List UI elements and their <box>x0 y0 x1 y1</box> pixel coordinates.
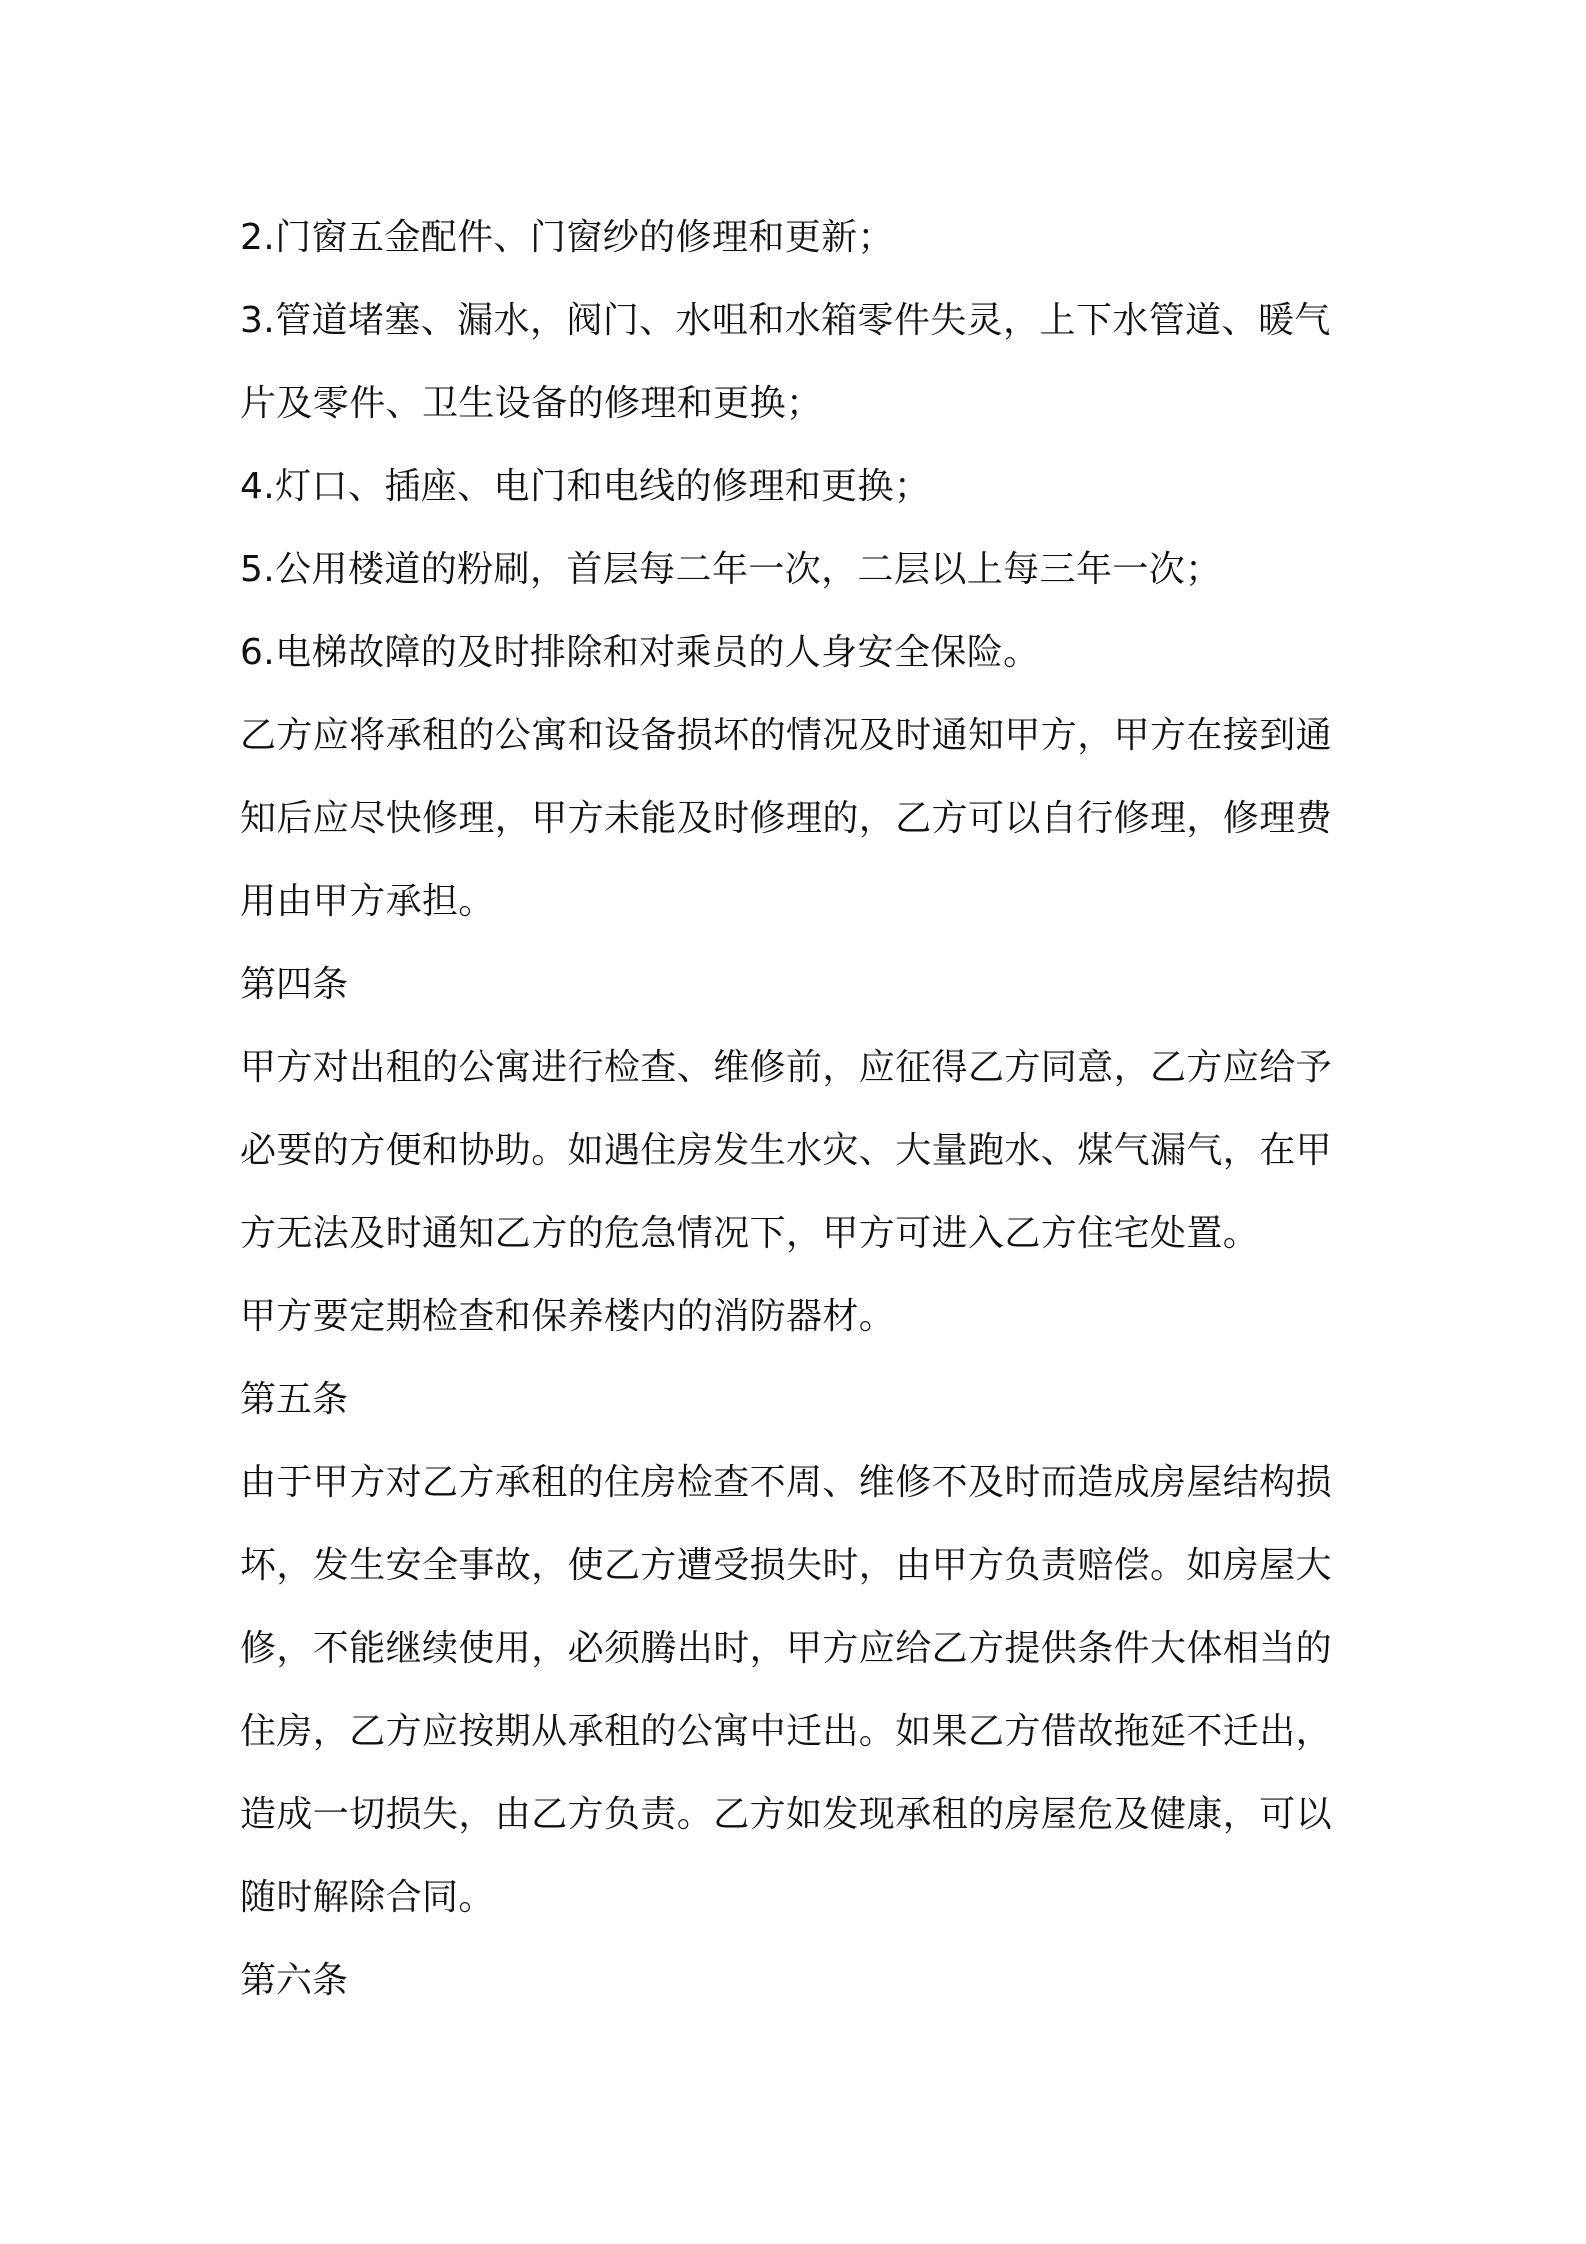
document-body <box>240 196 1356 2022</box>
article-5-paragraph-line-3: 修，不能继续使用，必须腾出时，甲方应给乙方提供条件大体相当的 <box>240 1628 1333 1669</box>
article-5-paragraph-line-6: 随时解除合同。 <box>240 1877 495 1918</box>
article-5-paragraph-line-5: 造成一切损失，由乙方负责。乙方如发现承租的房屋危及健康，可以 <box>240 1794 1333 1835</box>
article-4-paragraph-line-3: 方无法及时通知乙方的危急情况下，甲方可进入乙方住宅处置。 <box>240 1213 1260 1254</box>
article-4-paragraph-line-2: 必要的方便和协助。如遇住房发生水灾、大量跑水、煤气漏气，在甲 <box>240 1130 1333 1171</box>
article-5-heading: 第五条 <box>240 1379 349 1420</box>
paragraph-repair-notice-line-3: 用由甲方承担。 <box>240 881 495 922</box>
article-6-heading: 第六条 <box>240 1960 349 2001</box>
article-5-paragraph-line-1: 由于甲方对乙方承租的住房检查不周、维修不及时而造成房屋结构损 <box>240 1462 1333 1503</box>
clause-item-2: 2.门窗五金配件、门窗纱的修理和更新； <box>240 217 894 258</box>
article-4-heading: 第四条 <box>240 964 349 1005</box>
article-5-paragraph-line-4: 住房，乙方应按期从承租的公寓中迁出。如果乙方借故拖延不迁出， <box>240 1711 1333 1752</box>
article-4-paragraph-line-1: 甲方对出租的公寓进行检查、维修前，应征得乙方同意，乙方应给予 <box>240 1047 1333 1088</box>
clause-item-3-line-1: 3.管道堵塞、漏水，阀门、水咀和水箱零件失灵，上下水管道、暖气 <box>240 300 1331 341</box>
paragraph-repair-notice-line-1: 乙方应将承租的公寓和设备损坏的情况及时通知甲方，甲方在接到通 <box>240 715 1333 756</box>
clause-item-5: 5.公用楼道的粉刷，首层每二年一次，二层以上每三年一次； <box>240 549 1222 590</box>
clause-item-3-line-2: 片及零件、卫生设备的修理和更换； <box>240 383 823 424</box>
article-4-fire-equipment: 甲方要定期检查和保养楼内的消防器材。 <box>240 1296 896 1337</box>
clause-item-4: 4.灯口、插座、电门和电线的修理和更换； <box>240 466 931 507</box>
clause-item-6: 6.电梯故障的及时排除和对乘员的人身安全保险。 <box>240 632 1040 673</box>
article-5-paragraph-line-2: 坏，发生安全事故，使乙方遭受损失时，由甲方负责赔偿。如房屋大 <box>240 1545 1333 1586</box>
paragraph-repair-notice-line-2: 知后应尽快修理，甲方未能及时修理的，乙方可以自行修理，修理费 <box>240 798 1333 839</box>
